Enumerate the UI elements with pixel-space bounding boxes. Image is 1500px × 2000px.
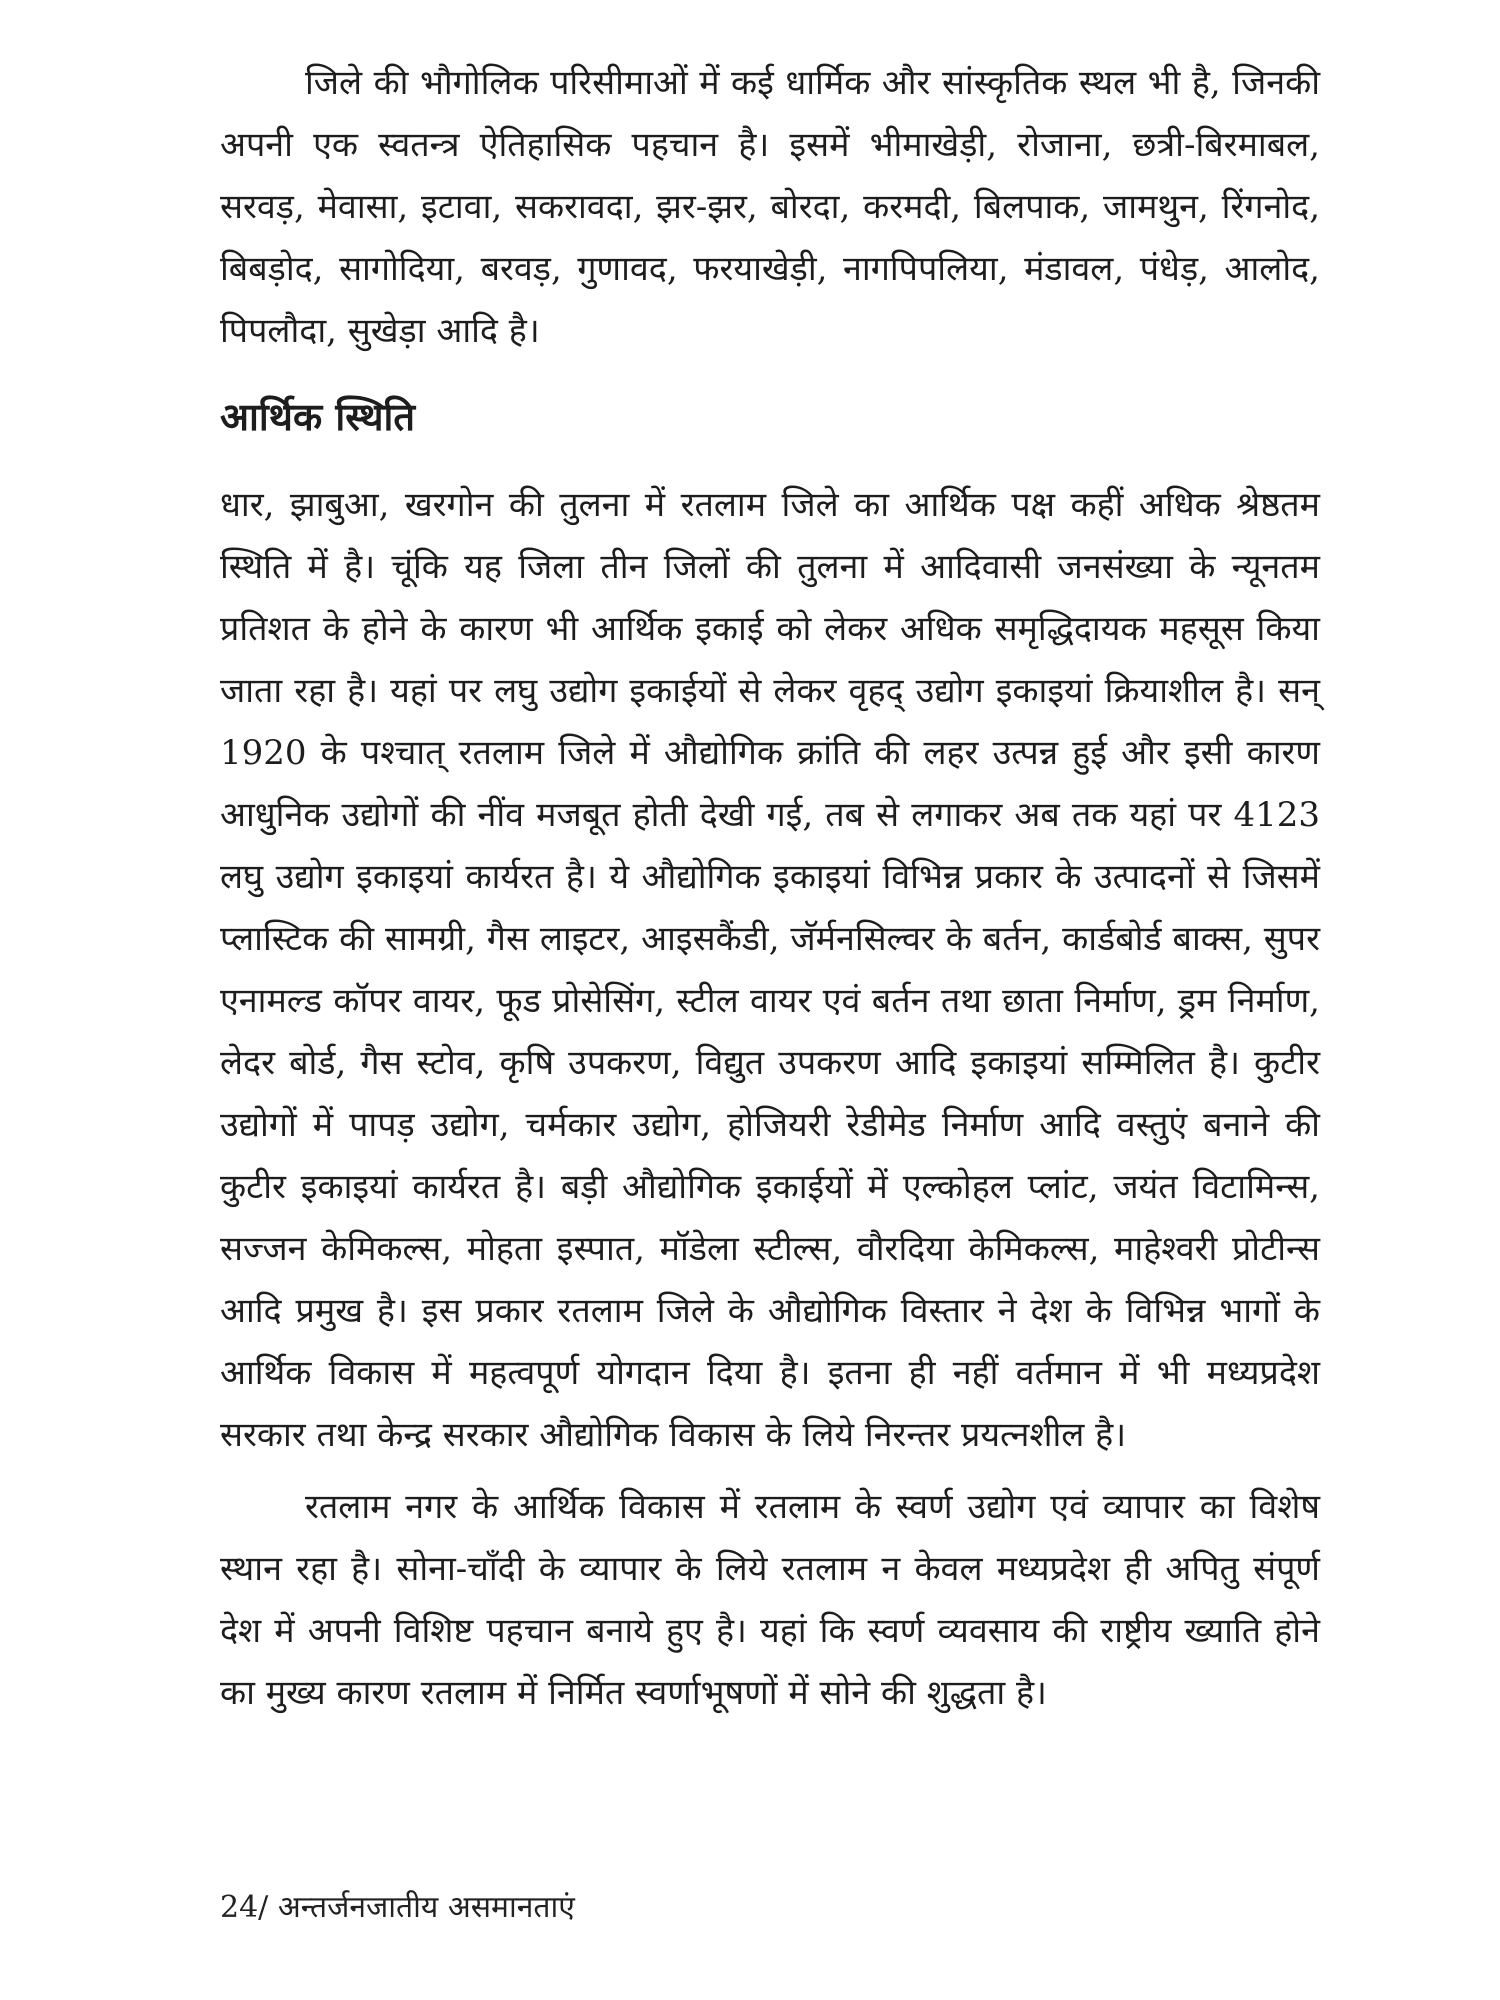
section-heading: आर्थिक स्थिति — [220, 395, 416, 439]
economic-paragraph: धार, झाबुआ, खरगोन की तुलना में रतलाम जिले का आर्थिक पक्ष कहीं अधिक श्रेष्ठतम स्थिति में है। चूंकि यह जिला तीन जिलों की तुलना में आदिवासी जनसंख्या के न्यूनतम प्रतिशत के होने के कारण भी आर्थिक इकाई को लेकर अधिक समृद्धिदायक महसूस किया जाता रहा है। यहां पर लघु उद्योग इकाईयों से लेकर वृहद् उद्योग इकाइयां क्रियाशील है। सन् 1920 के पश्चात् रतलाम जिले में औद्योगिक क्रांति की लहर उत्पन्न हुई और इसी कारण आधुनिक उद्योगों की नींव मजबूत होती देखी गई, तब से लगाकर अब तक यहां पर 4123 लघु उद्योग इकाइयां कार्यरत है। ये औद्योगिक इकाइयां विभिन्न प्रकार के उत्पादनों से जिसमें प्लास्टिक की सामग्री, गैस लाइटर, आइसकैंडी, जॅर्मनसिल्वर के बर्तन, कार्डबोर्ड बाक्स, सुपर एनामल्ड कॉपर वायर, फूड प्रोसेसिंग, स्टील वायर एवं बर्तन तथा छाता निर्माण, ड्रम निर्माण, लेदर बोर्ड, गैस स्टोव, कृषि उपकरण, विद्युत उपकरण आदि इकाइयां सम्मिलित है। कुटीर उद्योगों में पापड़ उद्योग, चर्मकार उद्योग, होजियरी रेडीमेड निर्माण आदि वस्तुएं बनाने की कुटीर इकाइयां कार्यरत है। बड़ी औद्योगिक इकाईयों में एल्कोहल प्लांट, जयंत विटामिन्स, सज्जन केमिकल्स, मोहता इस्पात, मॉडेला स्टील्स, वौरदिया केमिकल्स, माहेश्वरी प्रोटीन्स आदि प्रमुख है। इस प्रकार रतलाम जिले के औद्योगिक विस्तार ने देश के विभिन्न भागों के आर्थिक विकास में महत्वपूर्ण योगदान दिया है। इतना ही नहीं वर्तमान में भी मध्यप्रदेश सरकार तथा केन्द्र सरकार औद्योगिक विकास के लिये निरन्तर प्रयत्नशील है। — [220, 485, 1320, 1455]
intro-paragraph: जिले की भौगोलिक परिसीमाओं में कई धार्मिक और सांस्कृतिक स्थल भी है, जिनकी अपनी एक स्वतन्त्र ऐतिहासिक पहचान है। इसमें भीमाखेड़ी, रोजाना, छत्री-बिरमाबल, सरवड़, मेवासा, इटावा, सकरावदा, झर-झर, बोरदा, करमदी, बिलपाक, जामथुन, रिंगनोद, बिबड़ोद, सागोदिया, बरवड़, गुणावद, फरयाखेड़ी, नागपिपलिया, मंडावल, पंधेड़, आलोद, पिपलौदा, सुखेड़ा आदि है। — [220, 63, 1320, 351]
page-footer: 24/ अन्तर्जनजातीय असमानताएं — [220, 1890, 575, 1925]
page-body — [220, 52, 1320, 1724]
gold-trade-paragraph: रतलाम नगर के आर्थिक विकास में रतलाम के स्वर्ण उद्योग एवं व्यापार का विशेष स्थान रहा है। सोना-चाँदी के व्यापार के लिये रतलाम न केवल मध्यप्रदेश ही अपितु संपूर्ण देश में अपनी विशिष्ट पहचान बनाये हुए है। यहां कि स्वर्ण व्यवसाय की राष्ट्रीय ख्याति होने का मुख्य कारण रतलाम में निर्मित स्वर्णाभूषणों में सोने की शुद्धता है। — [220, 1487, 1320, 1713]
